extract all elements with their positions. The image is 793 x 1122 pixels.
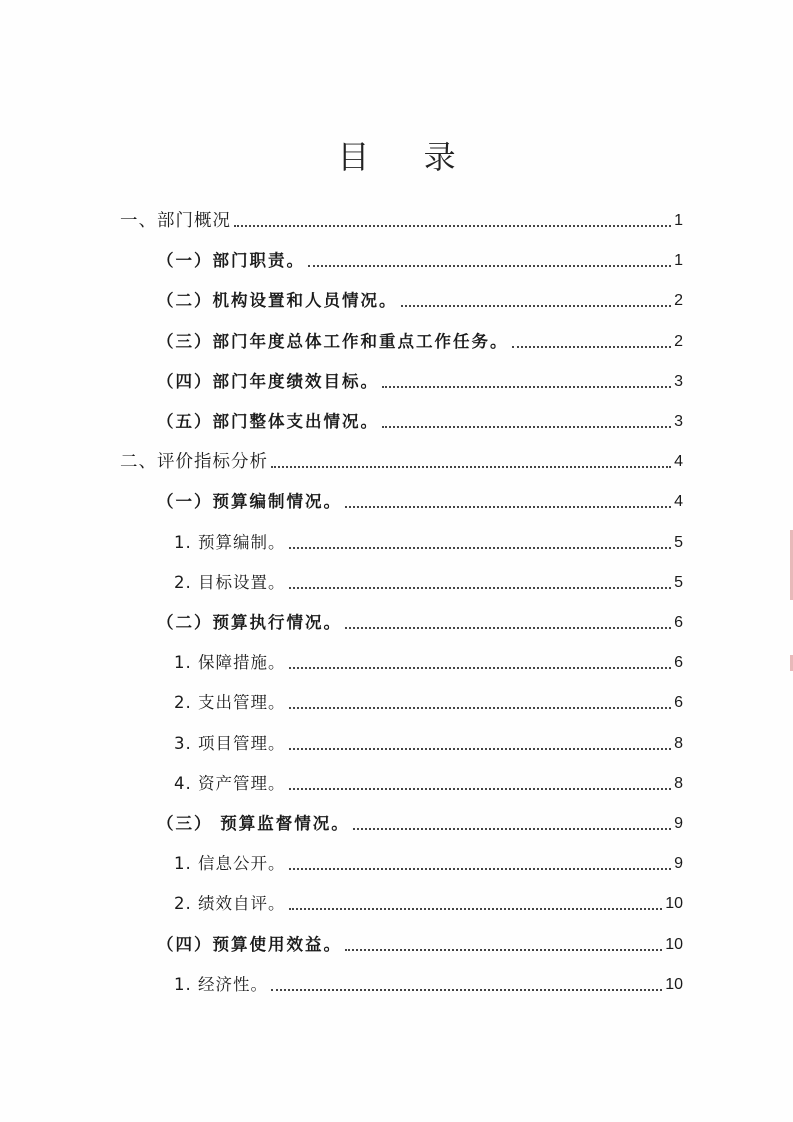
toc-entry-page-number: 4 xyxy=(674,493,683,511)
toc-entry-title: （二）机构设置和人员情况。 xyxy=(157,291,398,311)
toc-entry-title: （一）预算编制情况。 xyxy=(157,492,342,512)
toc-dot-leader xyxy=(289,868,672,870)
toc-entry-title: 2. 支出管理。 xyxy=(174,693,286,713)
toc-entry-title: （四）预算使用效益。 xyxy=(157,934,342,954)
toc-entry-page-number: 5 xyxy=(674,533,683,551)
toc-entry-page-number: 6 xyxy=(674,614,683,631)
toc-dot-leader xyxy=(345,627,671,629)
toc-entry-title: 二、评价指标分析 xyxy=(120,452,268,473)
toc-entry-page-number: 2 xyxy=(674,332,683,350)
toc-dot-leader xyxy=(353,828,671,830)
toc-entry-page-number: 3 xyxy=(674,372,683,390)
toc-entry[interactable] xyxy=(157,927,683,957)
toc-entry[interactable] xyxy=(174,726,683,756)
toc-entry-title: 1. 经济性。 xyxy=(174,974,268,994)
toc-entry-page-number: 6 xyxy=(674,694,683,712)
toc-entry-page-number: 5 xyxy=(674,573,683,591)
toc-entry-title: 2. 目标设置。 xyxy=(174,572,286,592)
toc-entry-page-number: 10 xyxy=(665,975,683,993)
toc-dot-leader xyxy=(308,265,671,267)
toc-entry[interactable] xyxy=(174,685,683,715)
toc-entry[interactable] xyxy=(157,484,683,514)
toc-dot-leader xyxy=(382,426,671,428)
toc-entry-title: （四）部门年度绩效目标。 xyxy=(157,371,379,391)
toc-entry[interactable] xyxy=(157,605,683,635)
toc-entry-page-number: 9 xyxy=(674,815,683,832)
toc-entry-page-number: 1 xyxy=(674,212,683,229)
toc-entry-title: 1. 预算编制。 xyxy=(174,532,286,552)
toc-entry[interactable] xyxy=(157,364,683,394)
toc-entry-page-number: 8 xyxy=(674,774,683,792)
toc-entry-title: 1. 信息公开。 xyxy=(174,854,286,874)
toc-entry-title: （二）预算执行情况。 xyxy=(157,613,342,632)
toc-entry-title: （五）部门整体支出情况。 xyxy=(157,412,379,431)
toc-entry[interactable] xyxy=(120,203,683,233)
toc-entry-page-number: 6 xyxy=(674,654,683,672)
toc-entry[interactable] xyxy=(157,806,683,836)
toc-entry-title: （三）部门年度总体工作和重点工作任务。 xyxy=(157,331,509,351)
toc-entry[interactable] xyxy=(174,525,683,555)
toc-entry-page-number: 1 xyxy=(674,252,683,270)
toc-entry[interactable] xyxy=(174,766,683,796)
toc-dot-leader xyxy=(289,667,672,669)
toc-entry-title: 一、部门概况 xyxy=(120,211,231,231)
toc-dot-leader xyxy=(289,707,672,709)
toc-entry-page-number: 2 xyxy=(674,292,683,310)
toc-dot-leader xyxy=(289,748,672,750)
toc-entry-title: 1. 保障措施。 xyxy=(174,653,286,673)
toc-entry-title: （三） 预算监督情况。 xyxy=(157,814,350,833)
toc-entry-page-number: 9 xyxy=(674,855,683,873)
toc-entry[interactable] xyxy=(174,846,683,876)
toc-entry-title: 4. 资产管理。 xyxy=(174,773,286,793)
toc-entry-page-number: 10 xyxy=(665,895,683,913)
toc-dot-leader xyxy=(234,225,671,227)
toc-dot-leader xyxy=(289,788,672,790)
toc-dot-leader xyxy=(289,908,663,910)
toc-dot-leader xyxy=(271,466,671,468)
toc-entry-page-number: 4 xyxy=(674,453,683,471)
toc-entry[interactable] xyxy=(157,283,683,313)
toc-dot-leader xyxy=(289,547,672,549)
toc-dot-leader xyxy=(401,305,672,307)
toc-entry[interactable] xyxy=(174,645,683,675)
toc-entry-title: （一）部门职责。 xyxy=(157,251,305,271)
toc-dot-leader xyxy=(382,386,671,388)
toc-entry-title: 2. 绩效自评。 xyxy=(174,894,286,914)
toc-dot-leader xyxy=(289,587,672,589)
toc-entry[interactable] xyxy=(157,404,683,434)
toc-entry[interactable] xyxy=(174,565,683,595)
toc-entry[interactable] xyxy=(174,967,683,997)
toc-dot-leader xyxy=(345,949,662,951)
page-title: 目 录 xyxy=(337,138,478,176)
toc-dot-leader xyxy=(271,989,662,991)
toc-entry-title: 3. 项目管理。 xyxy=(174,733,286,753)
toc-entry-page-number: 3 xyxy=(674,413,683,430)
toc-entry[interactable] xyxy=(157,324,683,354)
toc-dot-leader xyxy=(512,346,672,348)
toc-dot-leader xyxy=(345,506,671,508)
toc-entry[interactable] xyxy=(120,444,683,474)
toc-entry[interactable] xyxy=(174,886,683,916)
toc-entry[interactable] xyxy=(157,243,683,273)
toc-entry-page-number: 8 xyxy=(674,734,683,752)
toc-entry-page-number: 10 xyxy=(665,935,683,953)
